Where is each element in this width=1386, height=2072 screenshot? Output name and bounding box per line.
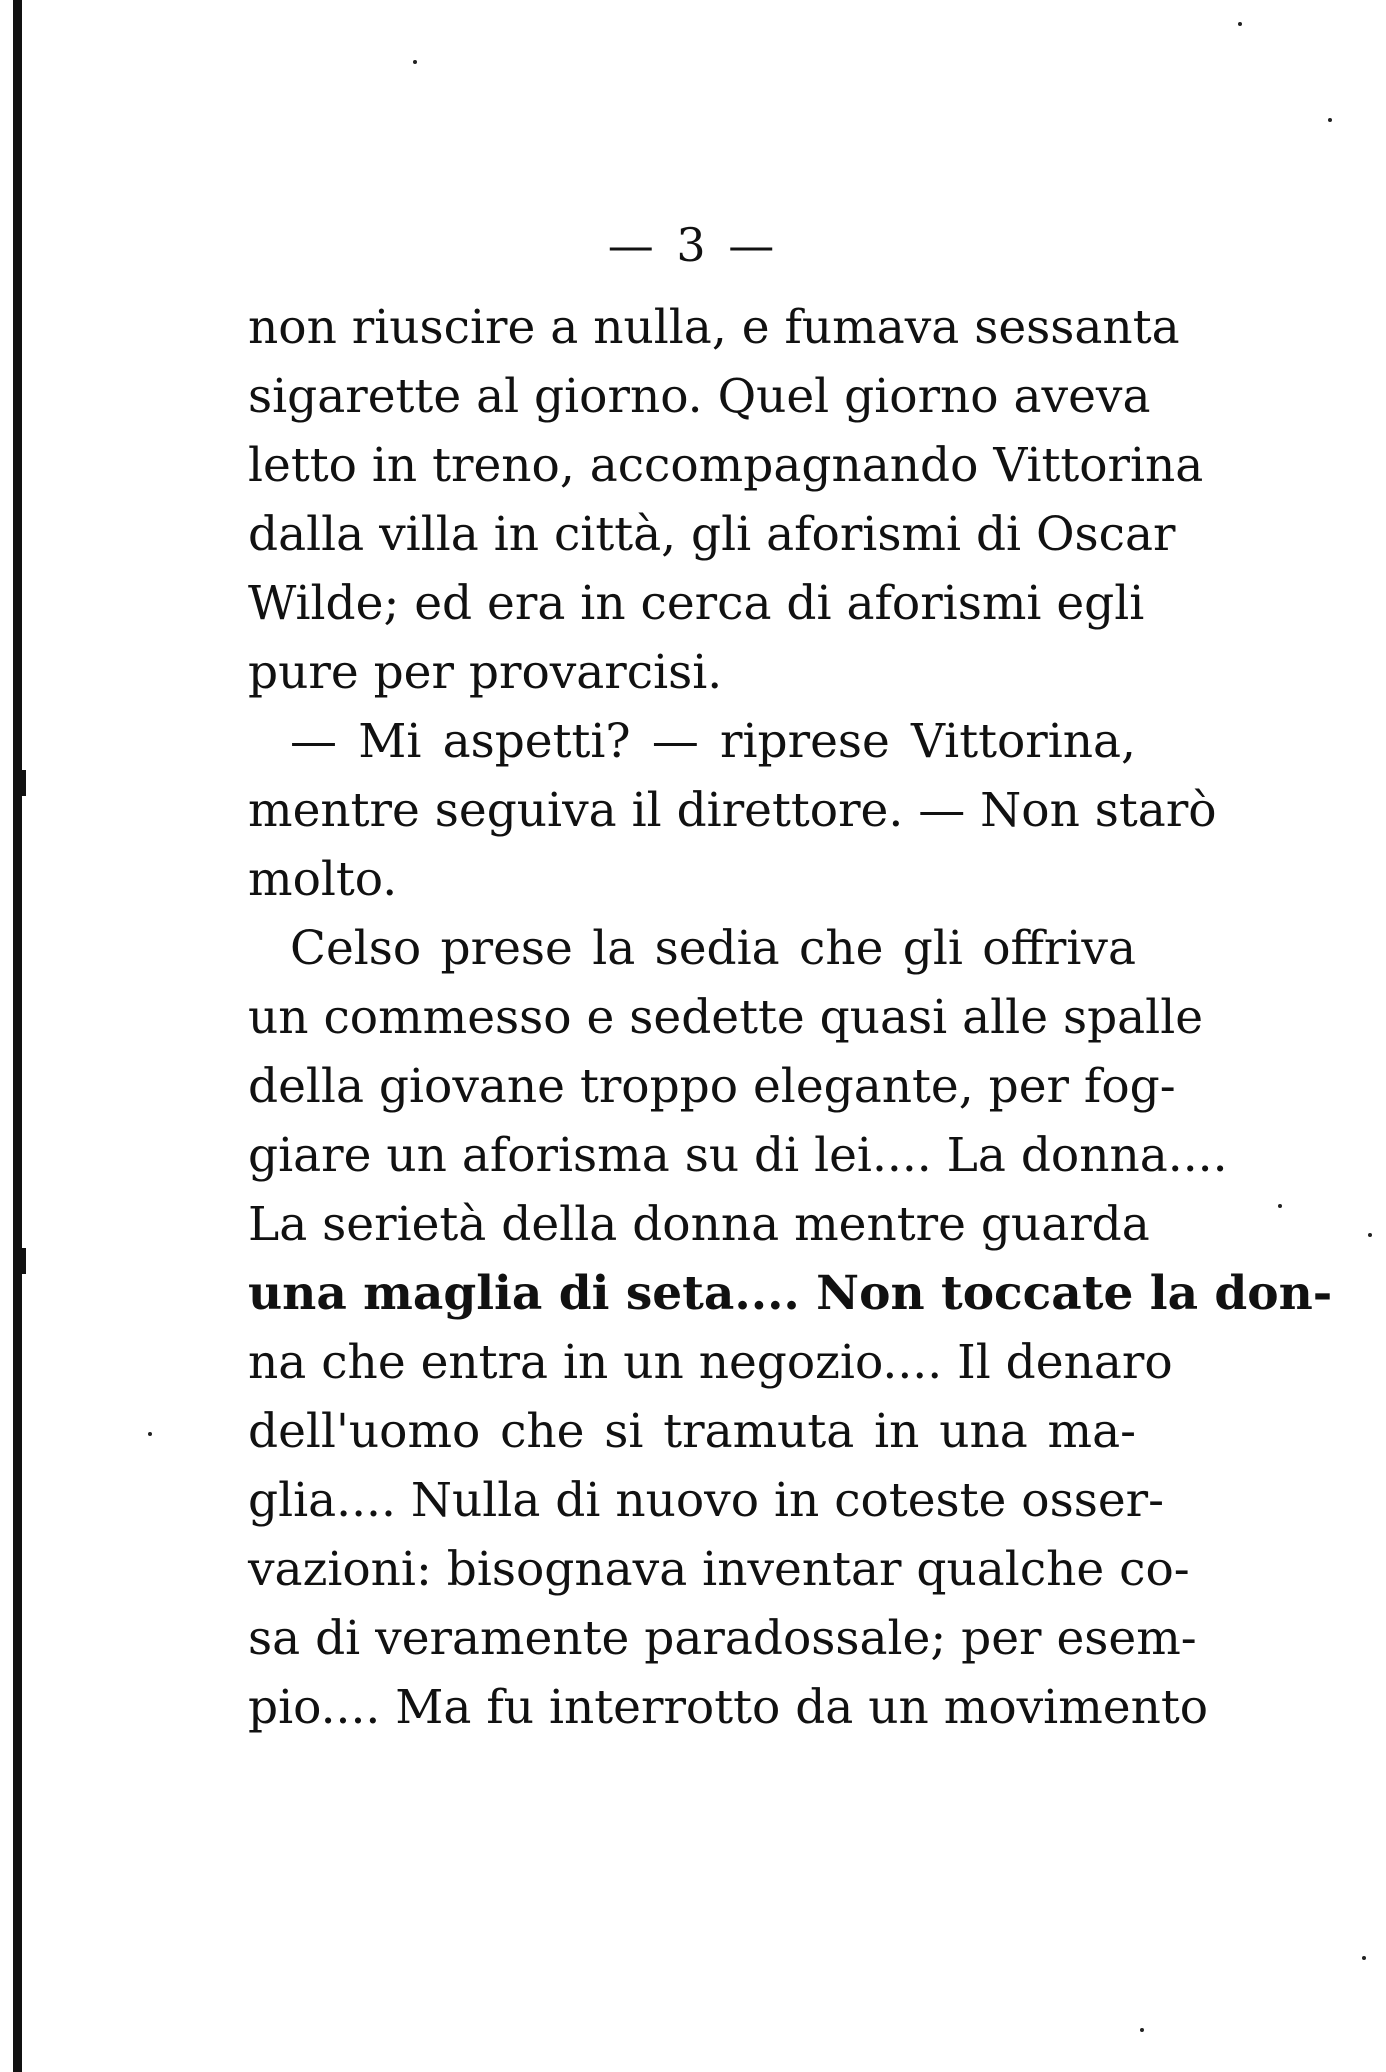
- scan-speck: [1238, 22, 1242, 26]
- text-line: sigarette al giorno. Quel giorno aveva: [248, 369, 1151, 424]
- text-line: un commesso e sedette quasi alle spalle: [248, 990, 1204, 1045]
- text-line: non riuscire a nulla, e fumava sessanta: [248, 300, 1180, 355]
- page-number: — 3 —: [607, 218, 779, 272]
- text-line: glia.... Nulla di nuovo in coteste osser-: [248, 1473, 1164, 1528]
- scan-speck: [1368, 1233, 1372, 1237]
- text-line: mentre seguiva il direttore. — Non starò: [248, 783, 1217, 838]
- text-line: Celso prese la sedia che gli offriva: [290, 921, 1136, 976]
- text-line: pio.... Ma fu interrotto da un movimento: [248, 1680, 1209, 1735]
- spine-mark: [20, 770, 26, 796]
- scan-speck: [413, 60, 417, 64]
- text-line: — Mi aspetti? — riprese Vittorina,: [290, 714, 1136, 769]
- text-line: giare un aforisma su di lei.... La donna....: [248, 1128, 1228, 1183]
- text-line: dell'uomo che si tramuta in una ma-: [248, 1404, 1136, 1459]
- text-line: Wilde; ed era in cerca di aforismi egli: [248, 576, 1145, 631]
- scan-speck: [1362, 1956, 1366, 1960]
- page-spine-edge: [13, 0, 22, 2072]
- text-line: della giovane troppo elegante, per fog-: [248, 1059, 1176, 1114]
- scan-speck: [1278, 1204, 1282, 1208]
- text-line: molto.: [248, 852, 398, 907]
- spine-mark: [20, 1248, 26, 1274]
- text-line: letto in treno, accompagnando Vittorina: [248, 438, 1204, 493]
- scan-speck: [148, 1432, 152, 1436]
- scan-speck: [1328, 118, 1332, 122]
- text-line: vazioni: bisognava inventar qualche co-: [248, 1542, 1190, 1597]
- scan-speck: [1140, 2028, 1144, 2032]
- text-line: una maglia di seta.... Non toccate la don-: [248, 1266, 1333, 1321]
- text-line: La serietà della donna mentre guarda: [248, 1197, 1150, 1252]
- text-line: pure per provarcisi.: [248, 645, 723, 700]
- text-line: na che entra in un negozio.... Il denaro: [248, 1335, 1173, 1390]
- text-line: sa di veramente paradossale; per esem-: [248, 1611, 1197, 1666]
- text-line: dalla villa in città, gli aforismi di Oscar: [248, 507, 1176, 562]
